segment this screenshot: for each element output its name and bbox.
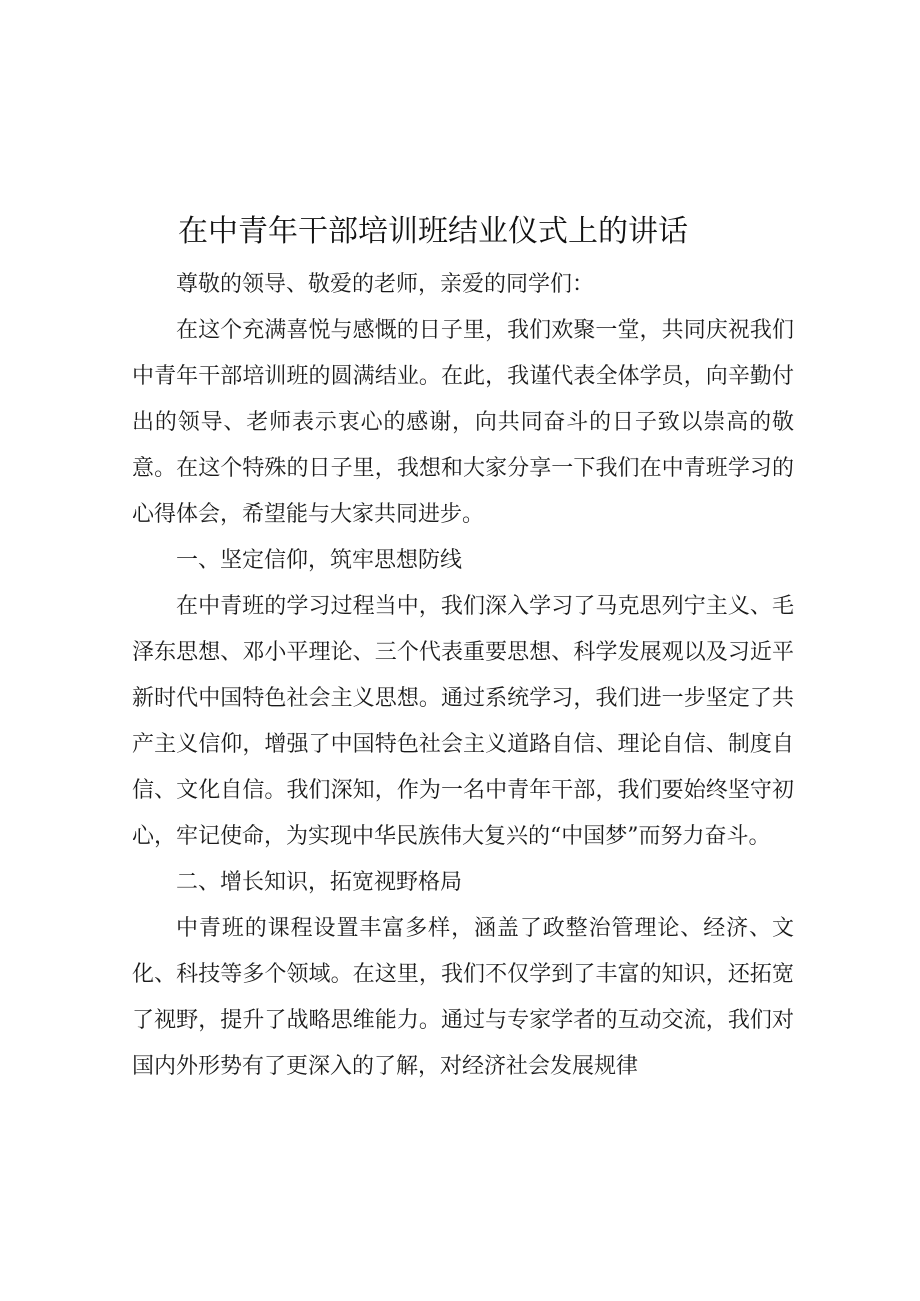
salutation-paragraph: 尊敬的领导、敬爱的老师，亲爱的同学们： [176, 272, 595, 297]
document-title: 在中青年干部培训班结业仪式上的讲话 [178, 214, 688, 249]
document-body [132, 262, 794, 1090]
section-heading-1: 一、坚定信仰，筑牢思想防线 [176, 548, 463, 573]
opening-paragraph: 在这个充满喜悦与感慨的日子里，我们欢聚一堂，共同庆祝我们中青年干部培训班的圆满结业。在此，我谨代表全体学员，向辛勤付出的领导、老师表示衷心的感谢，向共同奋斗的日子致以崇高的敬意。在这个特殊的日子里，我想和大家分享一下我们在中青班学习的心得体会，希望能与大家共同进步。 [132, 318, 794, 527]
section-heading-2: 二、增长知识，拓宽视野格局 [176, 870, 463, 895]
section-2-paragraph: 中青班的课程设置丰富多样，涵盖了政整治管理论、经济、文化、科技等多个领域。在这里，我们不仅学到了丰富的知识，还拓宽了视野，提升了战略思维能力。通过与专家学者的互动交流，我们对国内外形势有了更深入的了解，对经济社会发展规律 [132, 916, 794, 1079]
section-1-paragraph: 在中青班的学习过程当中，我们深入学习了马克思列宁主义、毛泽东思想、邓小平理论、三个代表重要思想、科学发展观以及习近平新时代中国特色社会主义思想。通过系统学习，我们进一步坚定了共产主义信仰，增强了中国特色社会主义道路自信、理论自信、制度自信、文化自信。我们深知，作为一名中青年干部，我们要始终坚守初心，牢记使命，为实现中华民族伟大复兴的“中国梦”而努力奋斗。 [132, 594, 794, 849]
